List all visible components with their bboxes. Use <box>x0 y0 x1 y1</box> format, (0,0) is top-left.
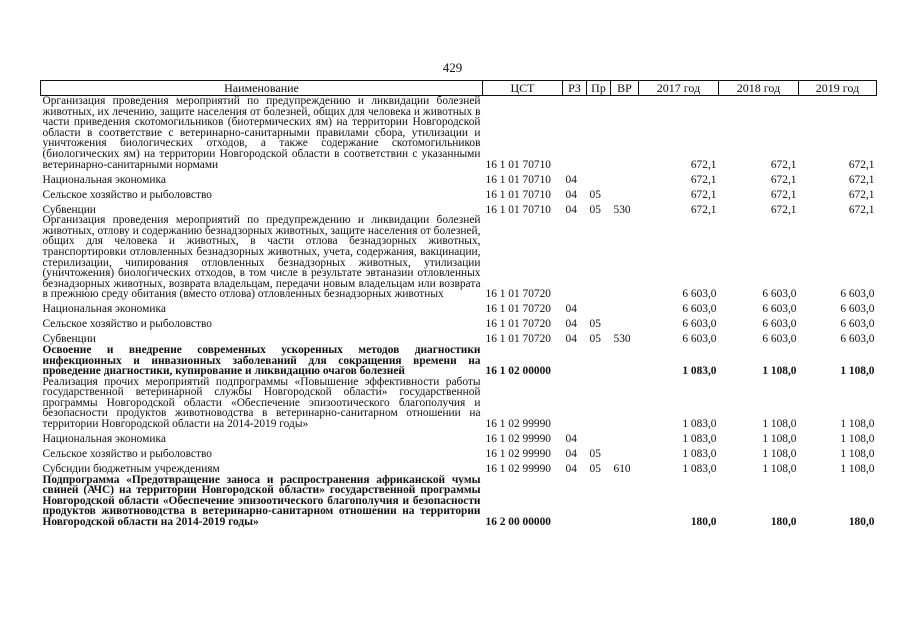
value-2017-cell: 6 603,0 <box>682 333 717 346</box>
value-2017-cell: 6 603,0 <box>682 288 717 301</box>
table-row <box>41 96 877 171</box>
value-2017-cell: 1 083,0 <box>682 418 717 431</box>
vr-cell <box>611 185 639 200</box>
value-2019-cell: 672,1 <box>848 203 875 216</box>
vr-cell <box>611 215 639 300</box>
value-2018-cell: 6 603,0 <box>762 333 797 346</box>
value-2018-cell: 672,1 <box>770 203 797 216</box>
value-2018-cell: 6 603,0 <box>762 288 797 301</box>
rz-cell <box>563 475 587 528</box>
vr-cell <box>611 96 639 171</box>
pr-cell: 05 <box>589 318 601 331</box>
rz-cell <box>563 377 587 430</box>
table-row <box>41 300 877 315</box>
value-2017-cell: 1 083,0 <box>682 448 717 461</box>
value-2019-cell: 6 603,0 <box>840 333 875 346</box>
value-2017-cell: 672,1 <box>690 173 717 186</box>
header-2019: 2019 год <box>799 81 877 96</box>
value-2019-cell: 672,1 <box>848 173 875 186</box>
cst-cell: 16 1 01 70710 <box>485 188 551 201</box>
rz-cell <box>563 96 587 171</box>
value-2017-cell: 6 603,0 <box>682 318 717 331</box>
table-row <box>41 377 877 430</box>
name-cell: Сельское хозяйство и рыболовство <box>42 448 212 461</box>
vr-cell <box>611 475 639 528</box>
header-rz: РЗ <box>563 81 587 96</box>
header-vr: ВР <box>611 81 639 96</box>
vr-cell: 530 <box>613 333 631 346</box>
table-header-row <box>41 81 877 96</box>
value-2019-cell: 1 108,0 <box>840 418 875 431</box>
pr-cell: 05 <box>589 448 601 461</box>
pr-cell <box>587 215 611 300</box>
rz-cell: 04 <box>565 318 577 331</box>
value-2019-cell: 672,1 <box>848 188 875 201</box>
rz-cell: 04 <box>565 173 577 186</box>
pr-cell: 05 <box>589 188 601 201</box>
name-cell: Организация проведения мероприятий по предупреждению и ликвидации болезней животных, отлову и содержанию безнадзорных животных, защите населения от болезней, общих для человека и животных, в части отлова безнадзорных животных, транспортировки отловленных безнадзорных животных, учета, содержания, вакцинации, стерилизации, чипирования отловленных безнадзорных животных, утилизации (уничтожения) биологических отходов, в том числе в результате эвтаназии отловленных безнадзорных животных, возврата владельцам, передачи новым владельцам или возврата в прежнюю среду обитания (вместо отлова) отловленных безнадзорных животных <box>42 214 481 301</box>
value-2019-cell: 6 603,0 <box>840 303 875 316</box>
header-pr: Пр <box>587 81 611 96</box>
value-2017-cell: 672,1 <box>690 158 717 171</box>
cst-cell: 16 1 01 70720 <box>485 318 551 331</box>
vr-cell <box>611 345 639 377</box>
name-cell: Субвенции <box>42 203 96 216</box>
rz-cell: 04 <box>565 463 577 476</box>
rz-cell: 04 <box>565 433 577 446</box>
value-2019-cell: 6 603,0 <box>840 318 875 331</box>
table-body <box>41 96 877 528</box>
table-row <box>41 345 877 377</box>
value-2018-cell: 672,1 <box>770 158 797 171</box>
name-cell: Организация проведения мероприятий по предупреждению и ликвидации болезней животных, их лечению, защите населения от болезней, общих для человека и животных в части приведения скотомогильников (биотермических ям) на территории Новгородской области в соответствие с ветеринарно-санитарными правилами сбора, утилизации и уничтожения биологических отходов, а также содержание скотомогильников (биологических ям) на территории Новгородской области в соответствии с указанными ветеринарно-санитарными нормами <box>42 95 481 171</box>
header-2018: 2018 год <box>719 81 799 96</box>
pr-cell <box>587 430 611 445</box>
cst-cell: 16 1 02 99990 <box>485 418 551 431</box>
rz-cell: 04 <box>565 203 577 216</box>
vr-cell <box>611 170 639 185</box>
rz-cell: 04 <box>565 333 577 346</box>
cst-cell: 16 1 02 99990 <box>485 433 551 446</box>
name-cell: Освоение и внедрение современных ускоренных методов диагностики инфекционных и инвазионных заболеваний для сокращения времени на проведение диагностики, купирование и ликвидацию очагов болезней <box>42 343 481 378</box>
vr-cell <box>611 430 639 445</box>
vr-cell <box>611 377 639 430</box>
name-cell: Сельское хозяйство и рыболовство <box>42 188 212 201</box>
value-2018-cell: 180,0 <box>770 516 797 529</box>
pr-cell <box>587 475 611 528</box>
cst-cell: 16 1 01 70720 <box>485 288 551 301</box>
cst-cell: 16 1 01 70720 <box>485 303 551 316</box>
cst-cell: 16 1 02 99990 <box>485 463 551 476</box>
name-cell: Субвенции <box>42 333 96 346</box>
name-cell: Национальная экономика <box>42 173 166 186</box>
name-cell: Национальная экономика <box>42 303 166 316</box>
value-2018-cell: 1 108,0 <box>762 463 797 476</box>
value-2018-cell: 6 603,0 <box>762 303 797 316</box>
rz-cell: 04 <box>565 448 577 461</box>
value-2018-cell: 672,1 <box>770 188 797 201</box>
table-row <box>41 430 877 445</box>
pr-cell <box>587 96 611 171</box>
vr-cell <box>611 300 639 315</box>
rz-cell <box>563 345 587 377</box>
value-2019-cell: 180,0 <box>848 516 875 529</box>
name-cell: Реализация прочих мероприятий подпрограммы «Повышение эффективности работы государственной ветеринарной службы Новгородской области» государственной программы Новгородской области «Обеспечение эпизоотического благополучия и безопасности продуктов животноводства в ветеринарно-санитарном отношении на территории Новгородской области на 2014-2019 годы» <box>42 375 481 431</box>
table-row <box>41 330 877 345</box>
name-cell: Национальная экономика <box>42 433 166 446</box>
value-2018-cell: 672,1 <box>770 173 797 186</box>
cst-cell: 16 1 01 70710 <box>485 203 551 216</box>
pr-cell: 05 <box>589 333 601 346</box>
value-2019-cell: 672,1 <box>848 158 875 171</box>
pr-cell: 05 <box>589 203 601 216</box>
value-2019-cell: 1 108,0 <box>840 448 875 461</box>
rz-cell <box>563 215 587 300</box>
budget-table <box>40 80 877 528</box>
table-row <box>41 460 877 475</box>
value-2018-cell: 1 108,0 <box>762 365 797 378</box>
value-2017-cell: 672,1 <box>690 203 717 216</box>
cst-cell: 16 1 01 70720 <box>485 333 551 346</box>
rz-cell: 04 <box>565 303 577 316</box>
value-2018-cell: 1 108,0 <box>762 433 797 446</box>
pr-cell <box>587 300 611 315</box>
value-2017-cell: 1 083,0 <box>682 365 717 378</box>
value-2017-cell: 1 083,0 <box>682 463 717 476</box>
table-row <box>41 445 877 460</box>
vr-cell: 530 <box>613 203 631 216</box>
value-2019-cell: 6 603,0 <box>840 288 875 301</box>
table-row <box>41 475 877 528</box>
cst-cell: 16 2 00 00000 <box>485 516 551 529</box>
name-cell: Сельское хозяйство и рыболовство <box>42 318 212 331</box>
value-2017-cell: 672,1 <box>690 188 717 201</box>
table-row <box>41 200 877 215</box>
table-row <box>41 315 877 330</box>
value-2018-cell: 6 603,0 <box>762 318 797 331</box>
table-row <box>41 215 877 300</box>
value-2017-cell: 1 083,0 <box>682 433 717 446</box>
vr-cell: 610 <box>613 463 631 476</box>
pr-cell <box>587 345 611 377</box>
rz-cell: 04 <box>565 188 577 201</box>
header-cst: ЦСТ <box>483 81 563 96</box>
vr-cell <box>611 445 639 460</box>
table-row <box>41 185 877 200</box>
page-number: 429 <box>442 60 463 75</box>
value-2017-cell: 6 603,0 <box>682 303 717 316</box>
vr-cell <box>611 315 639 330</box>
value-2017-cell: 180,0 <box>690 516 717 529</box>
cst-cell: 16 1 02 00000 <box>485 365 551 378</box>
pr-cell <box>587 377 611 430</box>
name-cell: Субсидии бюджетным учреждениям <box>42 463 220 476</box>
header-name: Наименование <box>41 81 483 96</box>
value-2019-cell: 1 108,0 <box>840 433 875 446</box>
pr-cell <box>587 170 611 185</box>
cst-cell: 16 1 01 70710 <box>485 158 551 171</box>
header-2017: 2017 год <box>639 81 719 96</box>
name-cell: Подпрограмма «Предотвращение заноса и распространения африканской чумы свиней (АЧС) на территории Новгородской области» государственной программы Новгородской области «Обеспечение эпизоотического благополучия и безопасности продуктов животноводства в ветеринарно-санитарном отношении на территории Новгородской области на 2014-2019 годы» <box>42 473 481 529</box>
cst-cell: 16 1 02 99990 <box>485 448 551 461</box>
table-row <box>41 170 877 185</box>
value-2019-cell: 1 108,0 <box>840 463 875 476</box>
value-2018-cell: 1 108,0 <box>762 448 797 461</box>
value-2019-cell: 1 108,0 <box>840 365 875 378</box>
value-2018-cell: 1 108,0 <box>762 418 797 431</box>
pr-cell: 05 <box>589 463 601 476</box>
cst-cell: 16 1 01 70710 <box>485 173 551 186</box>
